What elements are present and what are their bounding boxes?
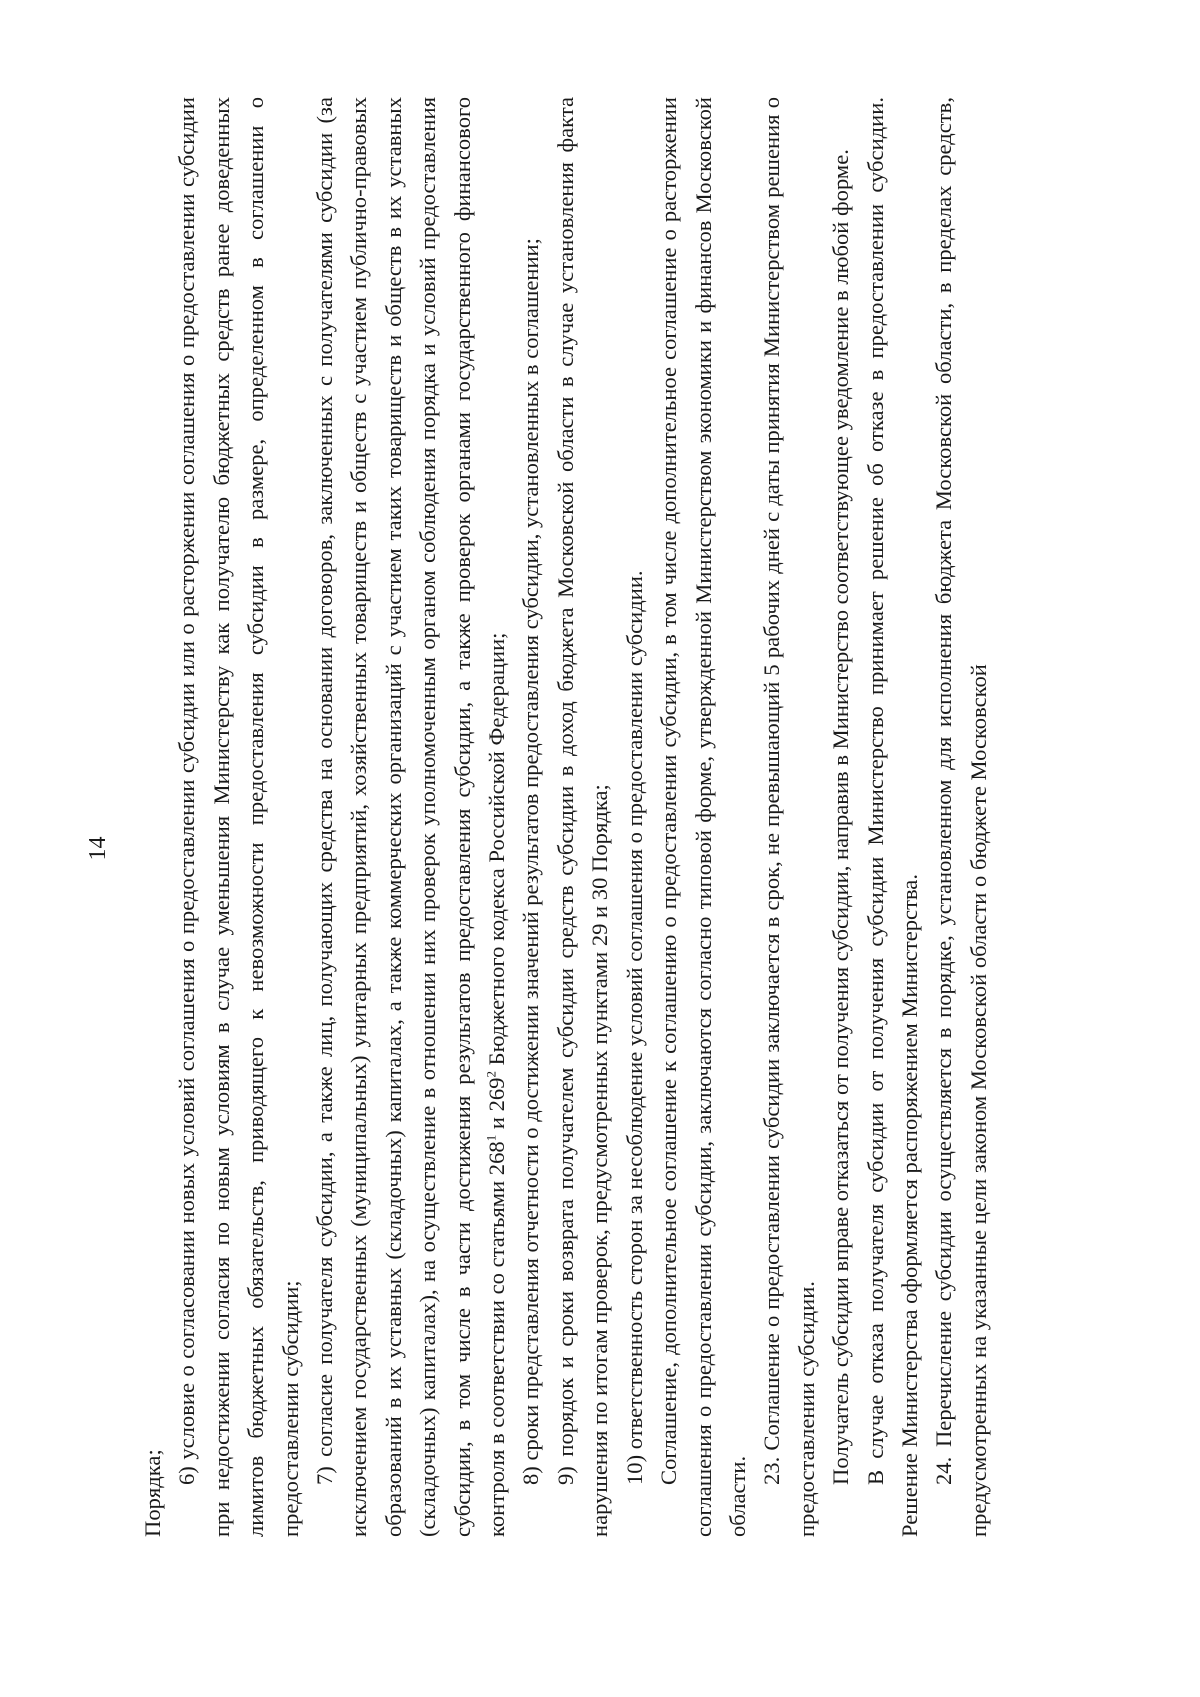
paragraph-clause-23: 23. Соглашение о предоставлении субсидии заключается в срок, не превышающий 5 рабочих дней с даты принятия Министерством решения о предоставлении субсидии. (759, 97, 819, 1537)
paragraph-agreement-form: Соглашение, дополнительное соглашение к соглашению о предоставлении субсидии, в том числе дополнительное соглашение о расторжении соглашения о предоставлении субсидии, заключаются согласно типовой форме, утвержденной Министерством экономики и финансов Московской области. (656, 97, 750, 1537)
superscript-2: 2 (483, 1071, 499, 1078)
paragraph-item-7 (308, 97, 514, 1537)
paragraph-clause-24: 24. Перечисление субсидии осуществляется в порядке, установленном для исполнения бюджета Московской области, в пределах средств, предусмотренных на указанные цели законом Московской области о бюджете Московской (931, 97, 991, 1537)
paragraph-item-8: 8) сроки представления отчетности о достижении значений результатов предоставления субсидии, установленных в соглашении; (518, 238, 544, 1485)
page-number: 14 (85, 836, 111, 861)
paragraph-refusal-right: Получатель субсидии вправе отказаться от получения субсидии, направив в Министерство соответствующее уведомление в любой форме. (828, 149, 854, 1485)
paragraph-refusal-decision: В случае отказа получателя субсидии от получения субсидии Министерство принимает решение об отказе в предоставлении субсидии. Решение Министерства оформляется распоряжением Министерства. (862, 97, 922, 1537)
paragraph-item-7-end: Бюджетного кодекса Российской Федерации; (484, 632, 510, 1072)
paragraph-item-10: 10) ответственность сторон за несоблюдение условий соглашения о предоставлении субсидии. (621, 570, 647, 1485)
paragraph-item-9: 9) порядок и сроки возврата получателем субсидии средств субсидии в доход бюджета Московской области в случае установления факта нарушения по итогам проверок, предусмотренных пунктами 29 и 30 Порядка; (552, 97, 613, 1537)
paragraph-continuation: Порядка; (140, 1449, 165, 1537)
document-body (136, 97, 996, 1537)
superscript-1: 1 (483, 1134, 499, 1142)
paragraph-item-6: 6) условие о согласовании новых условий соглашения о предоставлении субсидии или о расторжении соглашения о предоставлении субсидии при недостижении согласия по новым условиям в случае уменьшения Министерству как получателю бюджетных средств ранее доведенных лимитов бюджетных обязательств, приводящего к невозможности предоставления субсидии в размере, определенном в соглашении о предоставлении субсидии; (174, 97, 303, 1537)
paragraph-item-7-text: 7) согласие получателя субсидии, а также лиц, получающих средства на основании договоров, заключенных с получателями субсидии (за исключением государственных (муниципальных) унитарных предприятий, хозяйственных товариществ и обществ с участием публично-правовых образований в их уставных (складочных) капиталах, а также коммерческих организаций с участием таких товариществ и обществ в их уставных (складочных) капиталах), на осуществление в отношении них проверок уполномоченным органом соблюдения порядка и условий предоставления субсидии, в том числе в части достижения результатов предоставления субсидии, а также проверок органами государственного финансового контроля в соответствии со статьями 268 (312, 97, 510, 1537)
paragraph-item-7-mid: и 269 (484, 1077, 510, 1135)
